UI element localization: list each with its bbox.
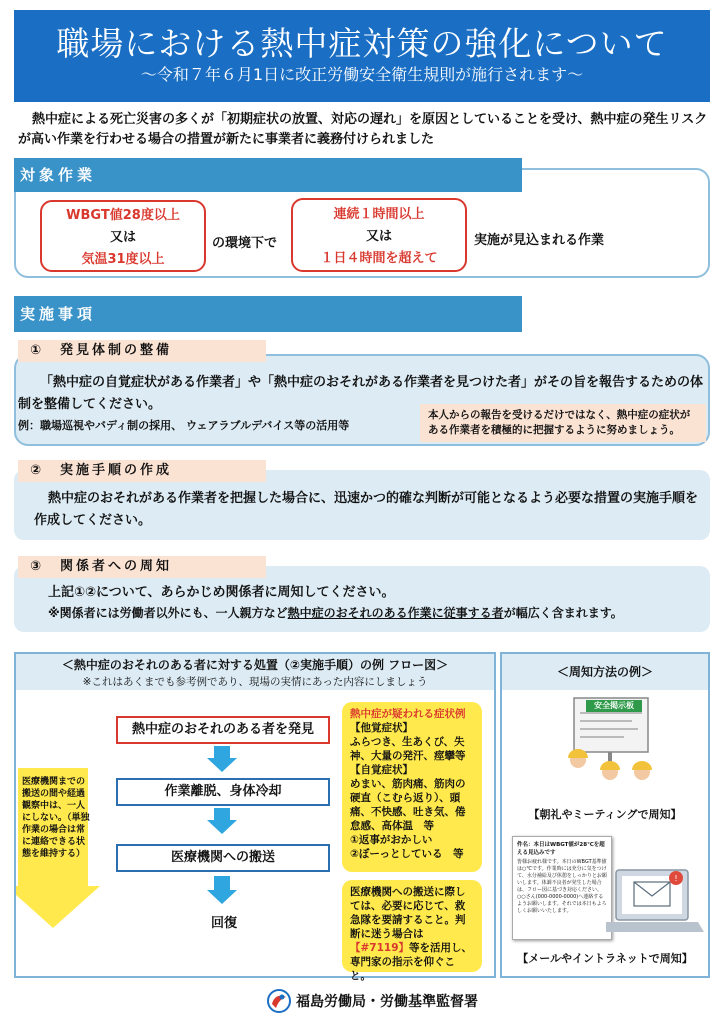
email-subject: 件名：本日はWBGT値が28℃を超える見込みです [517, 842, 605, 856]
step-discover: 熱中症のおそれのある者を発見 [116, 716, 330, 744]
header-banner [14, 10, 710, 102]
item3-text: 上記①②について、あらかじめ関係者に周知してください。 [48, 585, 395, 600]
condition-box-temperature [40, 200, 206, 272]
arrow-down-3 [207, 890, 237, 904]
flow-subtitle: ※これはあくまでも参考例であり、現場の実情にあった内容にしましょう [82, 676, 428, 688]
item2-text: 熱中症のおそれがある作業者を把握した場合に、迅速かつ的確な判断が可能となるよう必要な措置の実施手順を作成してください。 [34, 491, 699, 528]
item1-title: ① 発見体制の整備 [18, 340, 266, 362]
item1-text: 「熱中症の自覚症状がある作業者」や「熱中症のおそれがある作業者を見つけた者」がその旨を報告するための体制を整備してください。 [18, 375, 704, 412]
arrow-stem-2 [214, 808, 230, 820]
step-recovery: 回復 [210, 916, 237, 931]
transport-text-3: 等を活用し、専門家の指示を仰ぐこと。 [350, 942, 473, 982]
mhlw-logo-icon [266, 988, 292, 1014]
item1-note: 本人からの報告を受けるだけではなく、熱中症の症状がある作業者を積極的に把握するように努めましょう。 [420, 404, 706, 442]
email-document [512, 836, 612, 940]
sign-2: ②ぼーっとしている 等 [350, 848, 464, 860]
flow-title: ＜熱中症のおそれのある者に対する処置（②実施手順）の例 フロー図＞ [61, 658, 449, 672]
or-text: 又は [109, 230, 136, 245]
other-symptoms-text: ふらつき、生あくび、失神、大量の発汗、痙攣等 [350, 736, 466, 762]
implementation-heading: 実施事項 [14, 296, 522, 332]
daily-text: １日４時間を超えて [320, 251, 438, 266]
transport-box [342, 880, 482, 982]
notify-title: ＜周知方法の例＞ [556, 665, 653, 679]
hotline-number: 【#7119】 [350, 942, 410, 954]
side-note: 医療機関までの搬送の間や経過観察中は、一人にしない。（単独作業の場合は常に連絡できる状態を維持する） [22, 777, 90, 859]
caption-meeting: 【朝礼やミーティングで周知】 [528, 808, 682, 821]
svg-text:!: ! [674, 874, 678, 883]
step-cooling: 作業離脱、身体冷却 [116, 778, 330, 806]
arrow-down-2 [207, 820, 237, 834]
other-symptoms-head: 【他覚症状】 [350, 722, 413, 734]
intro-text: 熱中症による死亡災害の多くが「初期症状の放置、対応の遅れ」を原因としていることを受け、熱中症の発生リスクが高い作業を行わせる場合の措置が新たに事業者に義務付けられました [18, 112, 708, 147]
wbgt-text: WBGT値28度以上 [66, 208, 180, 223]
page-subtitle: ～令和７年６月1日に改正労働安全衛生規則が施行されます～ [140, 65, 584, 84]
transport-text-1: 医療機関への搬送に際しては、必要に応じて、救急隊を要請すること。 [350, 886, 466, 926]
or-text-2: 又は [365, 229, 392, 244]
item3-title: ③ 関係者への周知 [18, 556, 266, 578]
target-heading: 対象作業 [14, 158, 522, 192]
arrow-stem-1 [214, 746, 230, 758]
symptoms-box [342, 702, 482, 872]
sign-1: ①返事がおかしい [350, 834, 433, 846]
footer-org: 福島労働局・労働基準監督署 [296, 994, 478, 1010]
temp-text: 気温31度以上 [81, 252, 165, 267]
continuous-text: 連続１時間以上 [333, 207, 425, 222]
item2-title: ② 実施手順の作成 [18, 460, 266, 482]
arrow-down-1 [207, 758, 237, 772]
item3-note-underline: 熱中症のおそれのある作業に従事する者 [287, 606, 504, 620]
item3-note-prefix: ※関係者には労働者以外にも、一人親方など [48, 606, 288, 620]
symptoms-title: 熱中症が疑われる症状例 [350, 708, 466, 720]
board-label: 安全掲示板 [594, 701, 634, 710]
laptop-mail-icon [606, 862, 704, 940]
caption-email: 【メールやイントラネットで周知】 [517, 952, 693, 965]
arrow-stem-3 [214, 876, 230, 890]
item1-example: 例：職場巡視やバディ制の採用、 ウェアラブルデバイス等の活用等 [18, 419, 350, 432]
page-title: 職場における熱中症対策の強化について [56, 24, 668, 63]
transport-text-2: 判断に迷う場合は [350, 914, 466, 940]
self-symptoms-head: 【自覚症状】 [350, 764, 413, 776]
item3-note [48, 604, 708, 622]
self-symptoms-text: めまい、筋肉痛、筋肉の硬直（こむら返り）、頭痛、不快感、吐き気、倦怠感、高体温 等 [350, 778, 466, 832]
email-body: 皆様お疲れ様です。本日のWBGT基準値は○℃です。作業時には充分に気をつけて、水分補給及び休憩をしっかりとお願いします。体調不良者が発生した場合は、フロー図に基づき対応ください。○○さん(000-0000-0000)へ連絡するようお願いします。それでは本日もよろしくお願いいたします。 [517, 859, 607, 914]
environment-text: の環境下で [212, 236, 278, 251]
item3-note-suffix: が幅広く含まれます。 [503, 606, 623, 620]
step-transport: 医療機関への搬送 [116, 844, 330, 872]
condition-box-duration [291, 198, 467, 272]
expected-work-text: 実施が見込まれる作業 [474, 233, 605, 248]
